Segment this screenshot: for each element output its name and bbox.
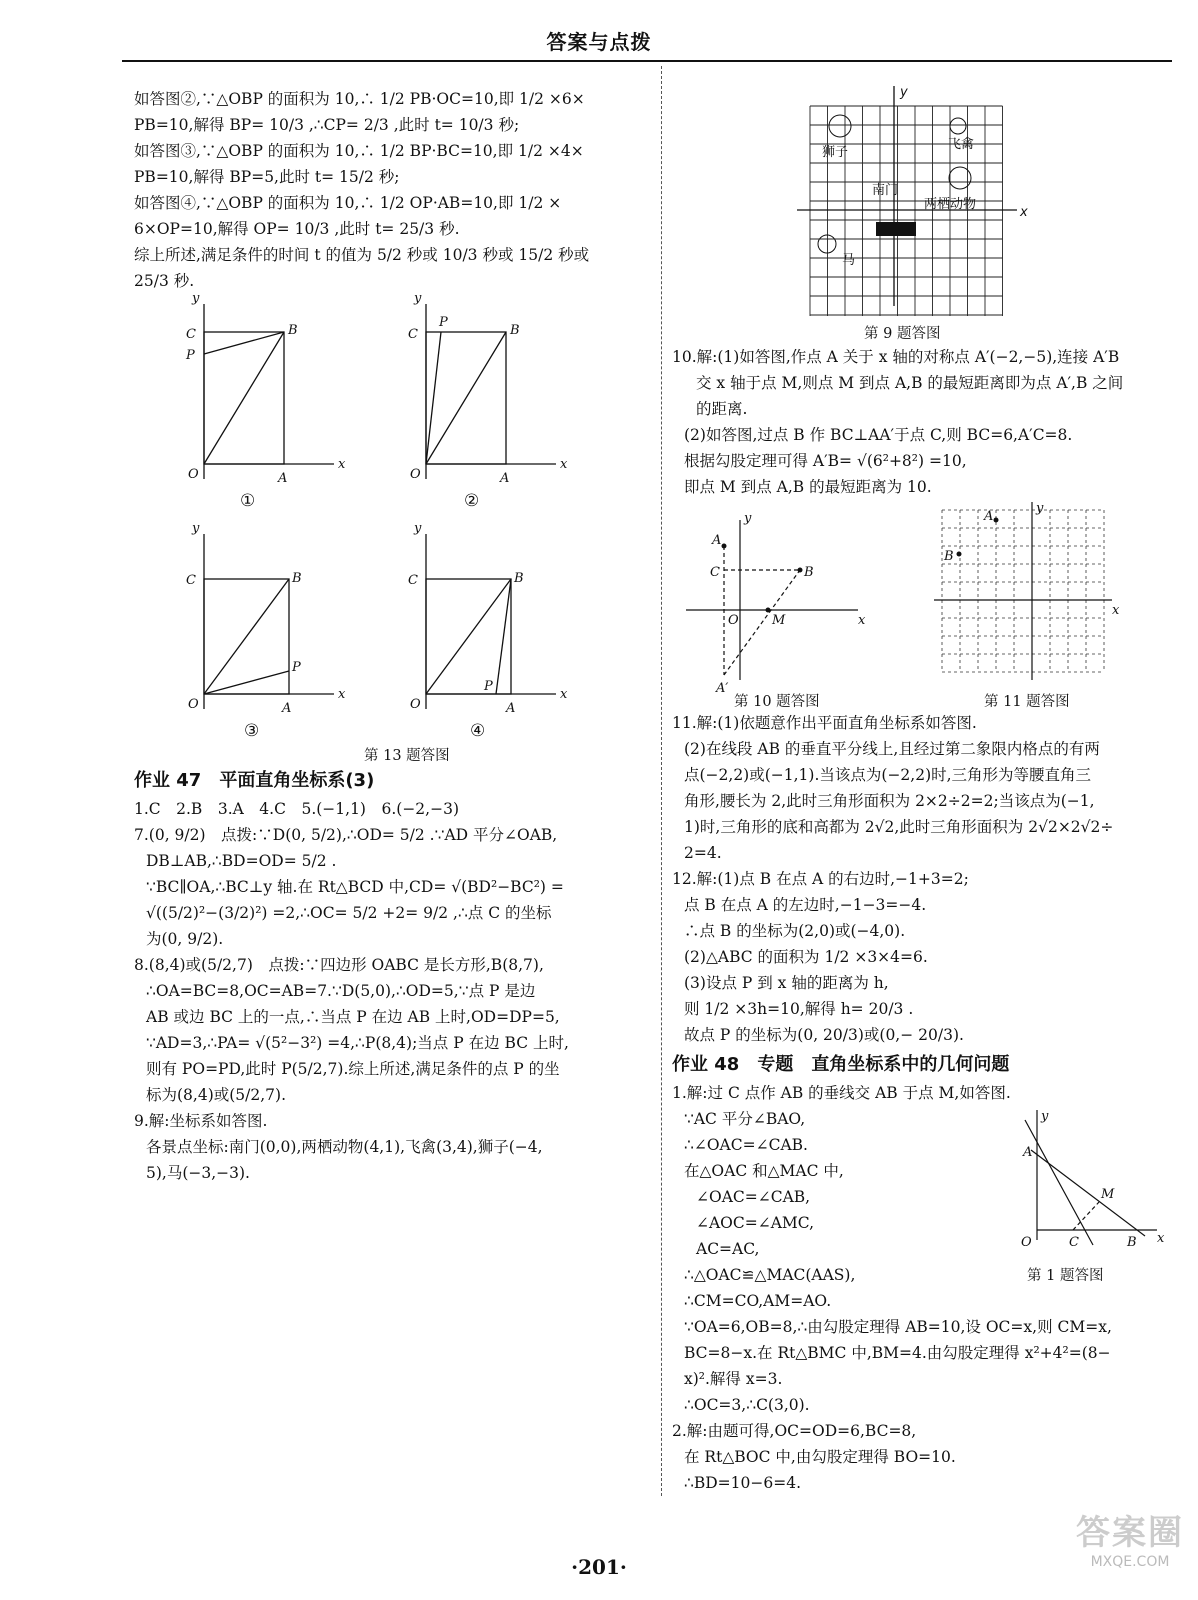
label-gate: 南门 — [872, 183, 899, 198]
svg-text:x: x — [1112, 603, 1120, 618]
svg-text:P: P — [186, 348, 195, 363]
text-line: 6×OP=10,解得 OP= 10/3 ,此时 t= 25/3 秒. — [134, 220, 460, 238]
answer-line: ∴OC=3,∴C(3,0). — [684, 1396, 810, 1414]
answer-line: 12.解:(1)点 B 在点 A 的右边时,−1+3=2; — [672, 870, 969, 888]
fig9-zoo-map — [672, 86, 1172, 344]
svg-text:y: y — [414, 294, 422, 306]
answer-line: 10.解:(1)如答图,作点 A 关于 x 轴的对称点 A′(−2,−5),连接 A′B — [672, 348, 1120, 366]
answer-line: (2)如答图,过点 B 作 BC⊥AA′于点 C,则 BC=6,A′C=8. — [684, 426, 1073, 444]
label-bird: 飞禽 — [948, 137, 975, 152]
watermark-small: MXQE.COM — [1090, 1554, 1170, 1570]
svg-text:y: y — [192, 294, 200, 306]
svg-text:O: O — [410, 467, 421, 482]
answer-line: 交 x 轴于点 M,则点 M 到点 A,B 的最短距离即为点 A′,B 之间 — [696, 374, 1124, 392]
fig1-caption: 第 1 题答图 — [1027, 1268, 1104, 1284]
svg-text:O: O — [1021, 1235, 1032, 1250]
svg-text:y: y — [744, 511, 752, 526]
answer-line: ∵BC∥OA,∴BC⊥y 轴.在 Rt△BCD 中,CD= √(BD²−BC²) = — [146, 878, 564, 896]
right-column — [672, 86, 1172, 1496]
fig10-caption: 第 10 题答图 — [734, 694, 820, 710]
answer-line: 标为(8,4)或(5/2,7). — [146, 1086, 286, 1104]
svg-text:C: C — [408, 573, 418, 588]
svg-text:A: A — [1023, 1145, 1033, 1160]
answer-line: x)².解得 x=3. — [684, 1370, 783, 1388]
answer-line: 各景点坐标:南门(0,0),两栖动物(4,1),飞禽(3,4),狮子(−4, — [146, 1138, 543, 1156]
answer-line: 在 Rt△BOC 中,由勾股定理得 BO=10. — [684, 1448, 956, 1466]
section-48-title: 作业 48 专题 直角坐标系中的几何问题 — [672, 1054, 1010, 1075]
text-line: 如答图②,∵△OBP 的面积为 10,∴ 1/2 PB·OC=10,即 1/2 ×6× — [134, 90, 585, 108]
answer-line: 在△OAC 和△MAC 中, — [684, 1162, 844, 1180]
fig-label: ④ — [470, 721, 486, 741]
column-divider — [661, 66, 662, 1496]
label-amph: 两栖动物 — [924, 197, 977, 212]
svg-text:x: x — [338, 457, 346, 472]
svg-text:x: x — [560, 457, 568, 472]
svg-text:C: C — [1069, 1235, 1079, 1250]
answer-line: 根据勾股定理可得 A′B= √(6²+8²) =10, — [684, 452, 967, 470]
svg-text:P: P — [292, 660, 301, 675]
watermark-big: 答案圈 — [1076, 1513, 1184, 1553]
fig11-caption: 第 11 题答图 — [984, 694, 1070, 710]
section-47-title: 作业 47 平面直角坐标系(3) — [134, 770, 375, 791]
answer-line: ∠OAC=∠CAB, — [696, 1188, 811, 1206]
svg-text:A: A — [506, 701, 516, 716]
fig-label: ① — [240, 491, 256, 511]
svg-text:x: x — [858, 613, 866, 628]
svg-text:B: B — [944, 549, 954, 564]
text-line: 如答图③,∵△OBP 的面积为 10,∴ 1/2 BP·BC=10,即 1/2 ×4× — [134, 142, 584, 160]
text-line: 综上所述,满足条件的时间 t 的值为 5/2 秒或 10/3 秒或 15/2 秒或 — [134, 246, 590, 264]
fig-label: ② — [464, 491, 480, 511]
answer-line: 即点 M 到点 A,B 的最短距离为 10. — [684, 478, 932, 496]
answer-line: AB 或边 BC 上的一点,∴当点 P 在边 AB 上时,OD=DP=5, — [146, 1008, 560, 1026]
svg-text:A: A — [712, 533, 722, 548]
answer-line: 2=4. — [684, 844, 722, 862]
fig-label: ③ — [244, 721, 260, 741]
answer-line: 为(0, 9/2). — [146, 930, 224, 948]
header-rule — [122, 60, 1172, 62]
text-line: 25/3 秒. — [134, 272, 195, 290]
svg-text:M: M — [772, 613, 786, 628]
left-column — [134, 86, 650, 1186]
label-horse: 马 — [842, 253, 856, 268]
svg-text:B: B — [292, 571, 302, 586]
answer-line: ∴BD=10−6=4. — [684, 1474, 802, 1492]
svg-text:A: A — [282, 701, 292, 716]
svg-text:B: B — [514, 571, 524, 586]
answer-line: ∵OA=6,OB=8,∴由勾股定理得 AB=10,设 OC=x,则 CM=x, — [684, 1318, 1112, 1336]
page-number: ·201· — [571, 1555, 627, 1579]
answer-line: 点(−2,2)或(−1,1).当该点为(−2,2)时,三角形为等腰直角三 — [684, 766, 1092, 784]
answer-line: BC=8−x.在 Rt△BMC 中,BM=4.由勾股定理得 x²+4²=(8− — [684, 1344, 1111, 1362]
svg-text:M: M — [1101, 1187, 1115, 1202]
svg-text:y: y — [414, 521, 422, 536]
label-lion: 狮子 — [822, 145, 849, 160]
answer-line: ∴△OAC≌△MAC(AAS), — [684, 1266, 856, 1284]
svg-text:B: B — [1127, 1235, 1137, 1250]
svg-text:x: x — [560, 687, 568, 702]
answer-line: 故点 P 的坐标为(0, 20/3)或(0,− 20/3). — [684, 1026, 964, 1044]
fig13-caption: 第 13 题答图 — [364, 748, 450, 764]
axis-x: x — [1020, 205, 1028, 220]
svg-text:A: A — [500, 471, 510, 486]
answer-line: ∴∠OAC=∠CAB. — [684, 1136, 808, 1154]
fig10-fig11-diagrams — [672, 500, 1172, 710]
answer-line: 11.解:(1)依题意作出平面直角坐标系如答图. — [672, 714, 977, 732]
answer-line: 1.解:过 C 点作 AB 的垂线交 AB 于点 M,如答图. — [672, 1084, 1011, 1102]
fig13-diagrams — [134, 294, 650, 764]
svg-text:O: O — [188, 467, 199, 482]
svg-text:C: C — [710, 565, 720, 580]
answer-line: 8.(8,4)或(5/2,7) 点拨:∵四边形 OABC 是长方形,B(8,7), — [134, 956, 544, 974]
answer-line: 1)时,三角形的底和高都为 2√2,此时三角形面积为 2√2×2√2÷ — [684, 818, 1114, 836]
svg-text:y: y — [192, 521, 200, 536]
answer-line: 1.C 2.B 3.A 4.C 5.(−1,1) 6.(−2,−3) — [134, 800, 459, 818]
answer-line: ∴OA=BC=8,OC=AB=7.∵D(5,0),∴OD=5,∵点 P 是边 — [146, 982, 536, 1000]
svg-text:C: C — [186, 327, 196, 342]
answer-line: (2)△ABC 的面积为 1/2 ×3×4=6. — [684, 948, 928, 966]
running-header: 答案与点拨 — [546, 30, 652, 54]
watermark-logo — [1070, 1505, 1190, 1570]
answer-line: 则有 PO=PD,此时 P(5/2,7).综上所述,满足条件的点 P 的坐 — [146, 1060, 560, 1078]
text-line: PB=10,解得 BP=5,此时 t= 15/2 秒; — [134, 168, 400, 186]
answer-line: 9.解:坐标系如答图. — [134, 1112, 268, 1130]
svg-text:B: B — [510, 323, 520, 338]
svg-text:B: B — [288, 323, 298, 338]
answer-line: 2.解:由题可得,OC=OD=6,BC=8, — [672, 1422, 917, 1440]
answer-line: 角形,腰长为 2,此时三角形面积为 2×2÷2=2;当该点为(−1, — [684, 792, 1095, 810]
answer-line: ∴CM=CO,AM=AO. — [684, 1292, 832, 1310]
svg-text:x: x — [1157, 1231, 1165, 1246]
answer-line: (3)设点 P 到 x 轴的距离为 h, — [684, 974, 889, 992]
answer-line: ∵AC 平分∠BAO, — [684, 1110, 806, 1128]
answer-line: ∵AD=3,∴PA= √(5²−3²) =4,∴P(8,4);当点 P 在边 BC 上时, — [146, 1034, 569, 1052]
answer-line: 5),马(−3,−3). — [146, 1164, 250, 1182]
answer-line: 7.(0, 9/2) 点拨:∵D(0, 5/2),∴OD= 5/2 .∵AD 平分∠OAB, — [134, 826, 558, 844]
text-line: 如答图④,∵△OBP 的面积为 10,∴ 1/2 OP·AB=10,即 1/2 × — [134, 194, 562, 212]
answer-line: DB⊥AB,∴BD=OD= 5/2 . — [146, 852, 337, 870]
axis-y: y — [900, 86, 908, 100]
answer-line: 的距离. — [696, 400, 748, 418]
text-line: PB=10,解得 BP= 10/3 ,∴CP= 2/3 ,此时 t= 10/3 秒; — [134, 116, 520, 134]
svg-text:O: O — [410, 697, 421, 712]
svg-text:y: y — [1041, 1110, 1049, 1124]
answer-line: 则 1/2 ×3h=10,解得 h= 20/3 . — [684, 1000, 914, 1018]
answer-line: 点 B 在点 A 的左边时,−1−3=−4. — [684, 896, 927, 914]
svg-text:P: P — [484, 679, 493, 694]
svg-text:B: B — [804, 565, 814, 580]
answer-line: ∴点 B 的坐标为(2,0)或(−4,0). — [684, 922, 906, 940]
svg-text:A: A — [278, 471, 288, 486]
svg-text:O: O — [188, 697, 199, 712]
svg-text:C: C — [408, 327, 418, 342]
svg-text:x: x — [338, 687, 346, 702]
answer-line: AC=AC, — [696, 1240, 760, 1258]
svg-text:A: A — [984, 509, 994, 524]
svg-text:P: P — [439, 315, 448, 330]
fig9-caption: 第 9 题答图 — [864, 326, 941, 342]
svg-text:O: O — [728, 613, 739, 628]
answer-line: ∠AOC=∠AMC, — [696, 1214, 815, 1232]
svg-text:y: y — [1036, 501, 1044, 516]
fig1-diagram — [1017, 1110, 1167, 1295]
answer-line: √((5/2)²−(3/2)²) =2,∴OC= 5/2 +2= 9/2 ,∴点 C 的坐标 — [146, 904, 552, 922]
answer-line: (2)在线段 AB 的垂直平分线上,且经过第二象限内格点的有两 — [684, 740, 1100, 758]
svg-text:C: C — [186, 573, 196, 588]
svg-text:A′: A′ — [716, 681, 729, 696]
